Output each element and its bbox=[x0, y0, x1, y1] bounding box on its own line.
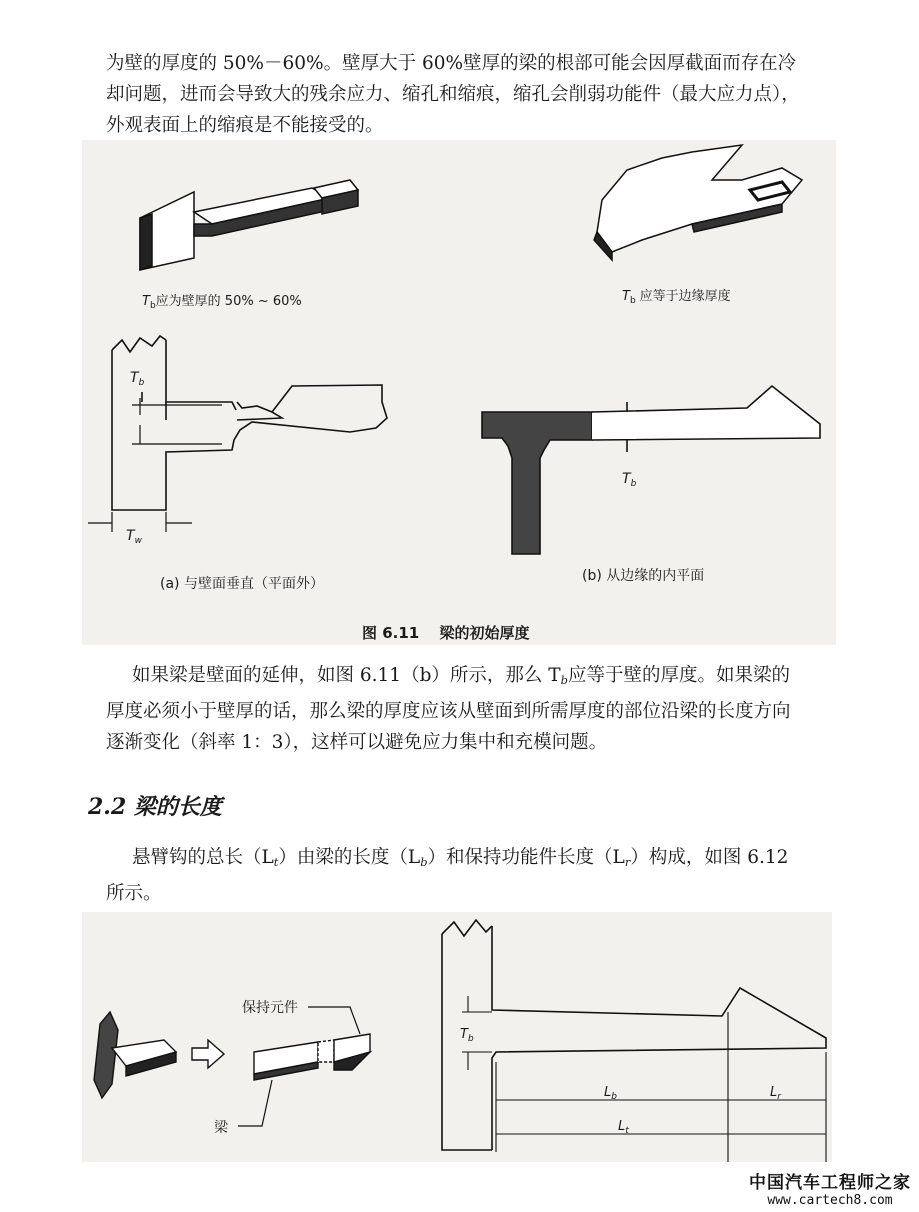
para-3-line-2: 所示。 bbox=[106, 882, 162, 904]
hook-profile bbox=[442, 920, 826, 1150]
arrow-icon bbox=[192, 1040, 224, 1068]
label-right-top: $T_b$ 应等于边缘厚度 bbox=[622, 289, 731, 306]
para-2-line-2: 厚度必须小于壁厚的话，那么梁的厚度应该从壁面到所需厚度的部位沿梁的长度方向 bbox=[106, 700, 791, 722]
watermark-name: 中国汽车工程师之家 bbox=[749, 1173, 911, 1193]
intro-paragraph bbox=[106, 48, 826, 141]
intro-line-2: 却问题，进而会导致大的残余应力、缩孔和缩痕，缩孔会削弱功能件（最大应力点）， bbox=[106, 84, 800, 105]
para-2-line-3: 逐渐变化（斜率 1：3），这样可以避免应力集中和充模问题。 bbox=[106, 731, 608, 753]
beam-and-retain-element bbox=[254, 1034, 370, 1080]
iso-perpendicular-beam bbox=[140, 180, 358, 270]
para-2 bbox=[106, 660, 826, 758]
para-3 bbox=[106, 842, 826, 909]
watermark-url: www.cartech8.com bbox=[767, 1193, 893, 1208]
intro-line-3: 外观表面上的缩痕是不能接受的。 bbox=[106, 115, 384, 136]
label-retain-element: 保持元件 bbox=[242, 1000, 298, 1016]
tb-label-b: $T_b$ bbox=[622, 471, 637, 489]
iso-edge-beam bbox=[594, 145, 802, 260]
watermark bbox=[749, 1168, 911, 1208]
figure-6-12 bbox=[82, 912, 832, 1162]
lr-label: $L_r$ bbox=[770, 1085, 781, 1102]
label-left-top: $T_b$应为壁厚的 50% ~ 60% bbox=[142, 294, 302, 311]
figure-6-11-caption: 图 6.11 梁的初始厚度 bbox=[362, 624, 530, 642]
figure-6-11 bbox=[82, 140, 836, 645]
lb-label: $L_b$ bbox=[604, 1085, 617, 1102]
section-b-drawing bbox=[482, 386, 820, 554]
tb-dimension-a bbox=[88, 398, 222, 532]
caption-b: (b) 从边缘的内平面 bbox=[582, 568, 705, 584]
lt-label: $L_t$ bbox=[618, 1119, 629, 1136]
intro-line-1: 为壁的厚度的 50%－60%。壁厚大于 60%壁厚的梁的根部可能会因厚截面而存在冷 bbox=[106, 53, 797, 74]
caption-a: (a) 与壁面垂直（平面外） bbox=[160, 576, 324, 592]
para-2-line-1: 如果梁是壁面的延伸，如图 6.11（b）所示，那么 $T_b$应等于壁的厚度。如果梁的 bbox=[132, 665, 790, 687]
tb-label-hook: $T_b$ bbox=[460, 1027, 474, 1044]
para-3-line-1: 悬臂钩的总长$(L_t)$由梁的长度$(L_b)$和保持功能件长度$(L_r)$构成，如图 6.12 bbox=[132, 847, 789, 869]
tb-label-a: $T_b$ bbox=[130, 370, 145, 388]
section-a-drawing bbox=[112, 336, 387, 510]
iso-hook bbox=[94, 1012, 176, 1098]
label-beam: 梁 bbox=[214, 1120, 228, 1136]
tw-label-a: $T_w$ bbox=[126, 528, 142, 546]
section-heading: 2.2 梁的长度 bbox=[88, 794, 222, 820]
